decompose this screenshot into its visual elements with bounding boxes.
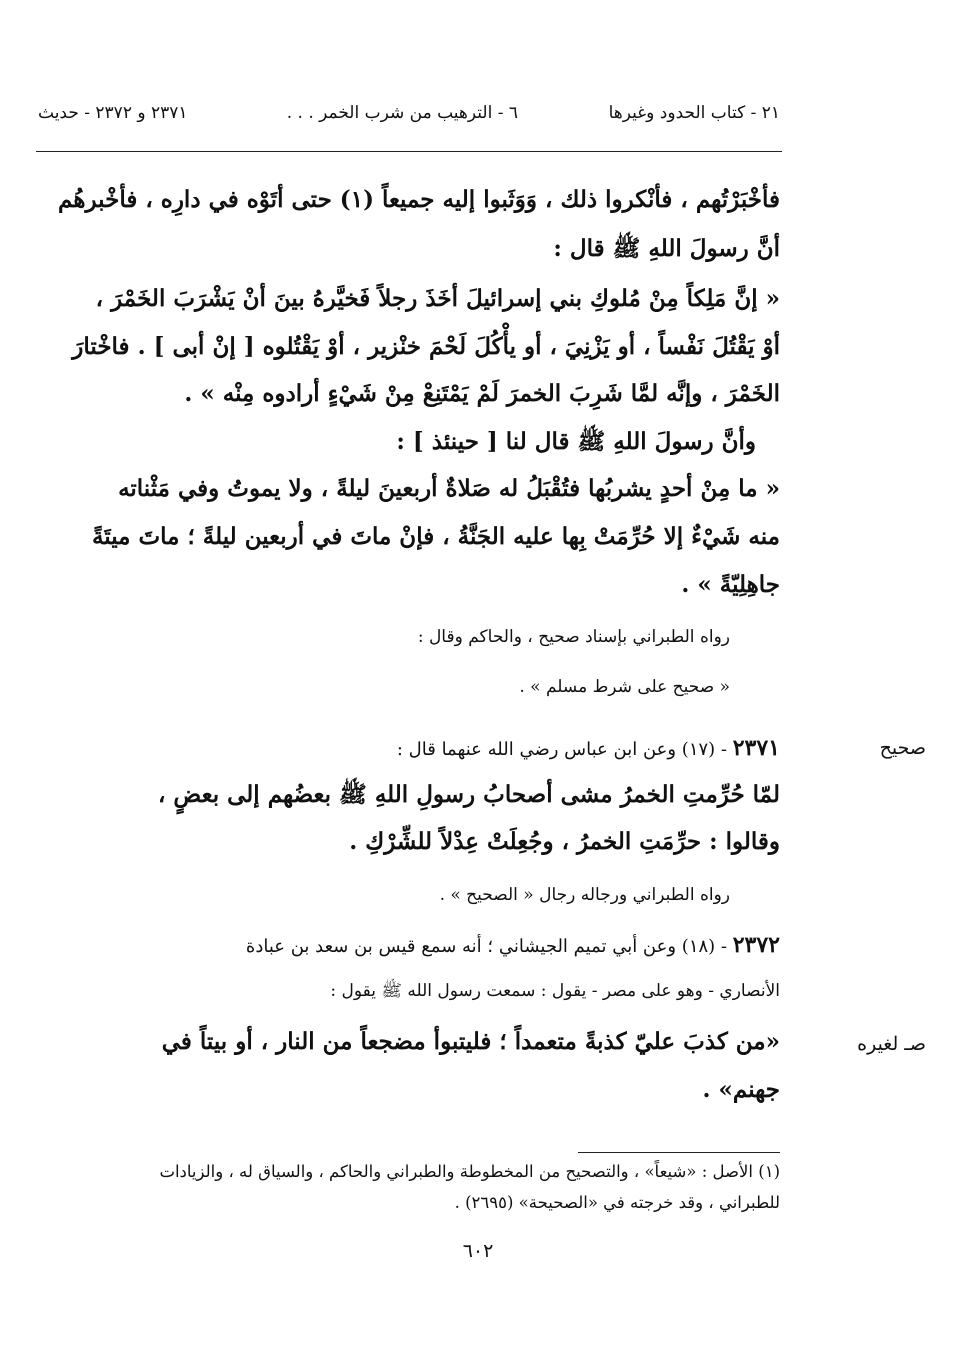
hadith-heading [50, 932, 780, 958]
text-line: وقالوا : حرِّمَتِ الخمرُ ، وجُعِلَتْ عِدْلاً للشِّرْكِ . [349, 828, 780, 855]
footnote-line: (١) الأصل : «شيعاً» ، والتصحيح من المخطوطة والطبراني والحاكم ، والسياق له ، والزيادات [159, 1162, 780, 1181]
header-book-title: ٢١ - كتاب الحدود وغيرها [608, 103, 780, 123]
text-line: فأخْبَرْتُهم ، فأنْكروا ذلك ، وَوَثَبوا إليه جميعاً (١) حتى أتَوْه في دارِه ، فأخْبرهُم [58, 186, 780, 213]
text-line: الأنصاري - وهو على مصر - يقول : سمعت رسول الله ﷺ يقول : [330, 981, 780, 1001]
hadith-number: ٢٣٧٢ [732, 932, 780, 958]
header-rule [36, 151, 782, 152]
source-note: رواه الطبراني ورجاله رجال « الصحيح » . [439, 885, 730, 905]
hadith-intro: - (١٨) وعن أبي تميم الجيشاني ؛ أنه سمع قيس بن سعد بن عبادة [245, 936, 727, 957]
hadith-number: ٢٣٧١ [732, 735, 780, 761]
page-number: ٦٠٢ [462, 1240, 494, 1262]
text-line: أوْ يَقْتُلَ نَفْساً ، أو يَزْنِيَ ، أو يأْكُلَ لَحْمَ خنْزير ، أوْ يَقْتُلوه [ إنْ أبى ] . فاخْتارَ [72, 333, 780, 360]
hadith-intro: - (١٧) وعن ابن عباس رضي الله عنهما قال : [396, 739, 727, 760]
hadith-heading [50, 735, 780, 761]
running-header [38, 103, 780, 133]
footnote-line: للطبراني ، وقد خرجته في «الصحيحة» (٢٦٩٥) . [454, 1193, 780, 1212]
header-hadith-range: ٢٣٧١ و ٢٣٧٢ - حديث [38, 103, 188, 123]
hadith-grade: صـ لغيره [857, 1033, 926, 1055]
text-line: «من كذبَ عليّ كذبةً متعمداً ؛ فليتبوأ مضجعاً من النار ، أو بيتاً في [161, 1028, 780, 1055]
text-line: لمّا حُرِّمتِ الخمرُ مشى أصحابُ رسولِ اللهِ ﷺ بعضُهم إلى بعضٍ ، [158, 781, 780, 808]
source-note: « صحيح على شرط مسلم » . [519, 677, 730, 697]
hadith-grade: صحيح [879, 737, 926, 759]
text-line: وأنَّ رسولَ اللهِ ﷺ قال لنا [ حينئذ ] : [396, 428, 756, 455]
text-line: « ما مِنْ أحدٍ يشربُها فتُقْبَلُ له صَلاةٌ أربعينَ ليلةً ، ولا يموتُ وفي مَثْناته [118, 475, 780, 502]
header-chapter-title: ٦ - الترهيب من شرب الخمر . . . [286, 103, 518, 123]
text-line: جهنم» . [702, 1076, 780, 1103]
footnote-rule [578, 1152, 780, 1153]
text-line: جاهِلِيّةً » . [681, 571, 780, 598]
text-line: الخَمْرَ ، وإنَّه لمَّا شَرِبَ الخمرَ لَمْ يَمْتَنِعْ مِنْ شَيْءٍ أرادوه مِنْه » . [184, 380, 780, 407]
source-note: رواه الطبراني بإسناد صحيح ، والحاكم وقال : [417, 627, 730, 647]
text-line: منه شَيْءٌ إلا حُرِّمَتْ بِها عليه الجَنَّةُ ، فإنْ ماتَ في أربعين ليلةً ؛ ماتَ ميتَةً [91, 523, 780, 550]
text-line: « إنَّ مَلِكاً مِنْ مُلوكِ بني إسرائيلَ أخَذَ رجلاً فَخيَّرهُ بينَ أنْ يَشْرَبَ الخَمْرَ ، [95, 285, 780, 312]
text-line: أنَّ رسولَ اللهِ ﷺ قال : [553, 235, 780, 262]
